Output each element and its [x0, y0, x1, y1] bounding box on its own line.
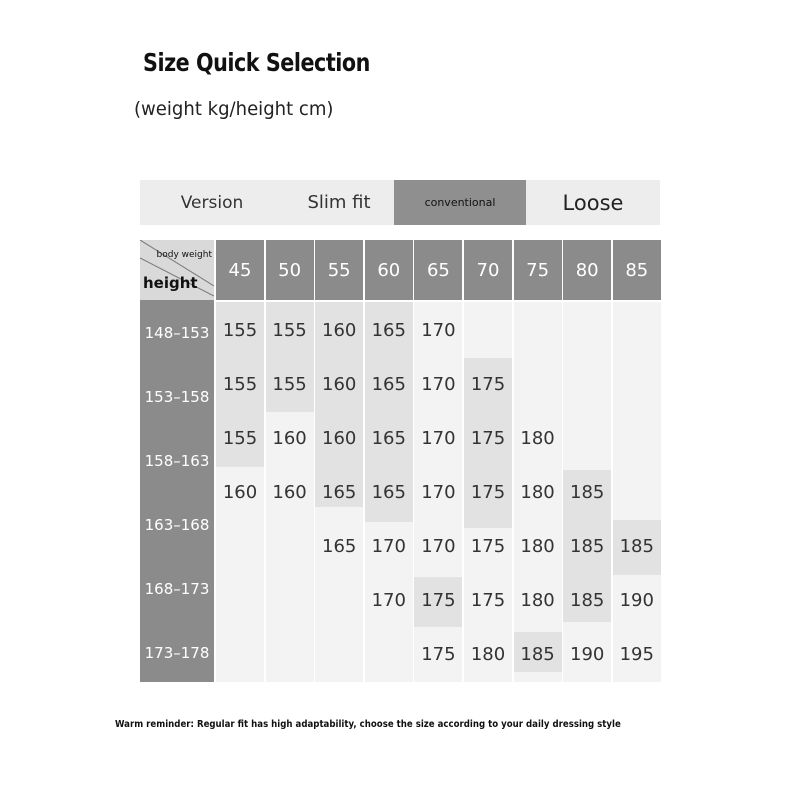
weight-header: 55 — [315, 240, 363, 300]
size-cell: 180 — [520, 590, 555, 611]
version-bar — [140, 180, 660, 225]
table-corner — [140, 240, 214, 300]
height-range-label: 163–168 — [144, 516, 210, 534]
weight-column — [613, 302, 661, 682]
weight-header: 45 — [216, 240, 264, 300]
size-cell: 155 — [222, 428, 258, 449]
page-title: Size Quick Selection — [143, 48, 370, 77]
size-cell: 175 — [470, 590, 506, 611]
size-cell: 160 — [322, 374, 357, 395]
weight-header: 85 — [613, 240, 661, 300]
height-range-label: 153–158 — [144, 388, 210, 406]
weight-header: 60 — [365, 240, 413, 300]
size-cell: 160 — [322, 428, 357, 449]
size-cell: 160 — [272, 482, 307, 503]
size-cell: 190 — [570, 644, 605, 665]
corner-height-label: height — [143, 274, 198, 292]
size-cell: 170 — [421, 320, 456, 341]
size-cell: 165 — [371, 482, 406, 503]
size-cell: 155 — [222, 374, 258, 395]
size-cell: 185 — [619, 536, 654, 557]
size-cell: 185 — [520, 644, 555, 665]
size-cell: 170 — [421, 536, 456, 557]
size-cell: 155 — [272, 374, 307, 395]
height-range-label: 158–163 — [144, 452, 210, 470]
size-cell: 155 — [222, 320, 258, 341]
size-cell: 175 — [421, 590, 456, 611]
warm-reminder: Warm reminder: Regular fit has high adaptability, choose the size according to your daily dressing style — [115, 719, 621, 730]
size-cell: 165 — [371, 374, 406, 395]
size-cell: 185 — [570, 590, 605, 611]
size-cell: 180 — [520, 482, 555, 503]
weight-header: 75 — [514, 240, 562, 300]
size-cell: 180 — [520, 428, 555, 449]
height-range-label: 173–178 — [144, 644, 210, 662]
size-cell: 190 — [619, 590, 654, 611]
height-range-label: 148–153 — [144, 324, 210, 342]
size-cell: 180 — [520, 536, 555, 557]
size-cell: 175 — [421, 644, 456, 665]
size-cell: 170 — [421, 482, 456, 503]
weight-header: 80 — [563, 240, 611, 300]
height-range-label: 168–173 — [144, 580, 210, 598]
size-cell: 165 — [322, 536, 357, 557]
size-cell: 160 — [272, 428, 307, 449]
size-cell: 175 — [470, 482, 506, 503]
size-cell: 175 — [470, 374, 506, 395]
size-table — [140, 240, 660, 682]
version-option-conventional[interactable]: conventional — [394, 180, 526, 225]
size-cell: 185 — [570, 482, 605, 503]
weight-header: 50 — [266, 240, 314, 300]
size-cell: 170 — [371, 536, 406, 557]
size-cell: 160 — [322, 320, 357, 341]
size-cell: 160 — [222, 482, 258, 503]
version-option-loose[interactable]: Loose — [562, 190, 624, 215]
size-cell: 180 — [470, 644, 506, 665]
weight-header: 65 — [414, 240, 462, 300]
size-cell: 155 — [272, 320, 307, 341]
size-cell: 170 — [421, 428, 456, 449]
version-label: Version — [180, 192, 244, 213]
size-cell: 170 — [371, 590, 406, 611]
size-cell: 165 — [322, 482, 357, 503]
size-cell: 165 — [371, 320, 406, 341]
page-subtitle: (weight kg/height cm) — [134, 98, 334, 120]
size-cell: 175 — [470, 536, 506, 557]
size-cell: 185 — [570, 536, 605, 557]
size-cell: 175 — [470, 428, 506, 449]
size-cell: 170 — [421, 374, 456, 395]
size-cell: 195 — [619, 644, 654, 665]
column-shade — [266, 302, 314, 412]
weight-header: 70 — [464, 240, 512, 300]
corner-weight-label: body weight — [156, 250, 212, 260]
size-cell: 165 — [371, 428, 406, 449]
version-option-slim-fit[interactable]: Slim fit — [307, 192, 371, 213]
